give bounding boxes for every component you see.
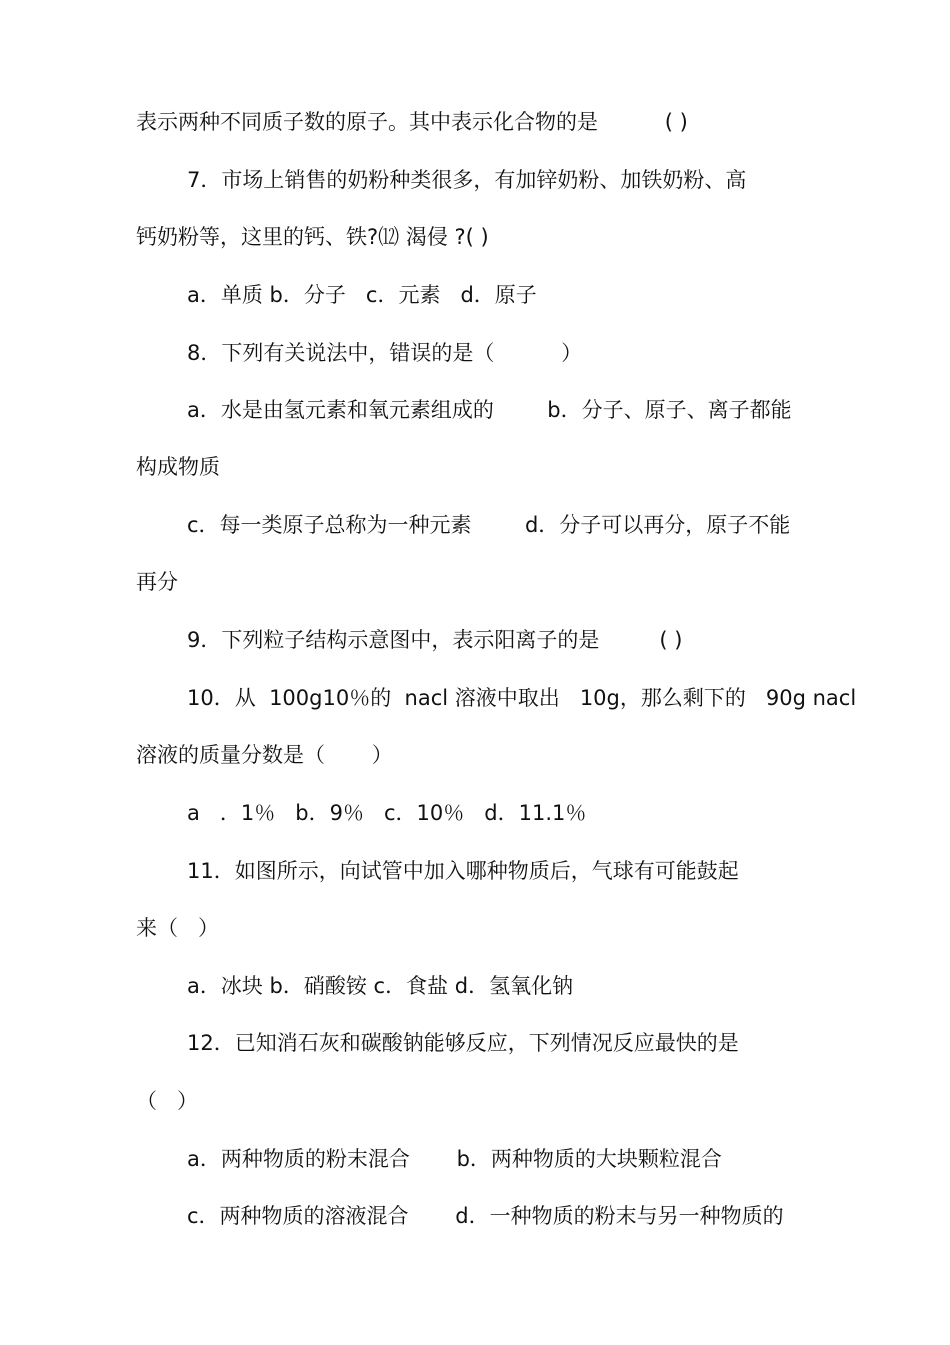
text-line: 构成物质 (136, 455, 220, 479)
question-12-line: 12．已知消石灰和碳酸钠能够反应，下列情况反应最快的是 (187, 1031, 739, 1055)
answer-options-line: a．水是由氢元素和氧元素组成的 b．分子、原子、离子都能 (187, 398, 792, 422)
text-line: 溶液的质量分数是（ ） (136, 743, 393, 767)
text-line: （ ） (136, 1089, 199, 1113)
answer-options-line: a ．1％ b．9％ c．10％ d．11.1％ (187, 801, 587, 825)
question-11-line: 11．如图所示，向试管中加入哪种物质后，气球有可能鼓起 (187, 859, 739, 883)
answer-options-line: c．两种物质的溶液混合 d．一种物质的粉末与另一种物质的 (187, 1204, 784, 1228)
text-line: 来（ ） (136, 916, 220, 940)
answer-options-line: a．冰块 b．硝酸铵 c．食盐 d．氢氧化钠 (187, 974, 574, 998)
question-9-line: 9．下列粒子结构示意图中，表示阳离子的是 ( ) (187, 628, 683, 652)
text-line: 钙奶粉等，这里的钙、铁?⑿ 渴侵 ?( ) (136, 225, 489, 249)
answer-options-line: a．两种物质的粉末混合 b．两种物质的大块颗粒混合 (187, 1147, 722, 1171)
question-10-line: 10．从 100g10％的 nacl 溶液中取出 10g，那么剩下的 90g nacl (187, 686, 857, 710)
question-8-line: 8．下列有关说法中，错误的是（ ） (187, 341, 583, 365)
text-line: 再分 (136, 570, 178, 594)
question-7-line: 7．市场上销售的奶粉种类很多，有加锌奶粉、加铁奶粉、高 (187, 168, 747, 192)
text-line: 表示两种不同质子数的原子。其中表示化合物的是 ( ) (136, 110, 688, 134)
answer-options-line: a．单质 b．分子 c．元素 d．原子 (187, 283, 537, 307)
answer-options-line: c．每一类原子总称为一种元素 d．分子可以再分，原子不能 (187, 513, 791, 537)
